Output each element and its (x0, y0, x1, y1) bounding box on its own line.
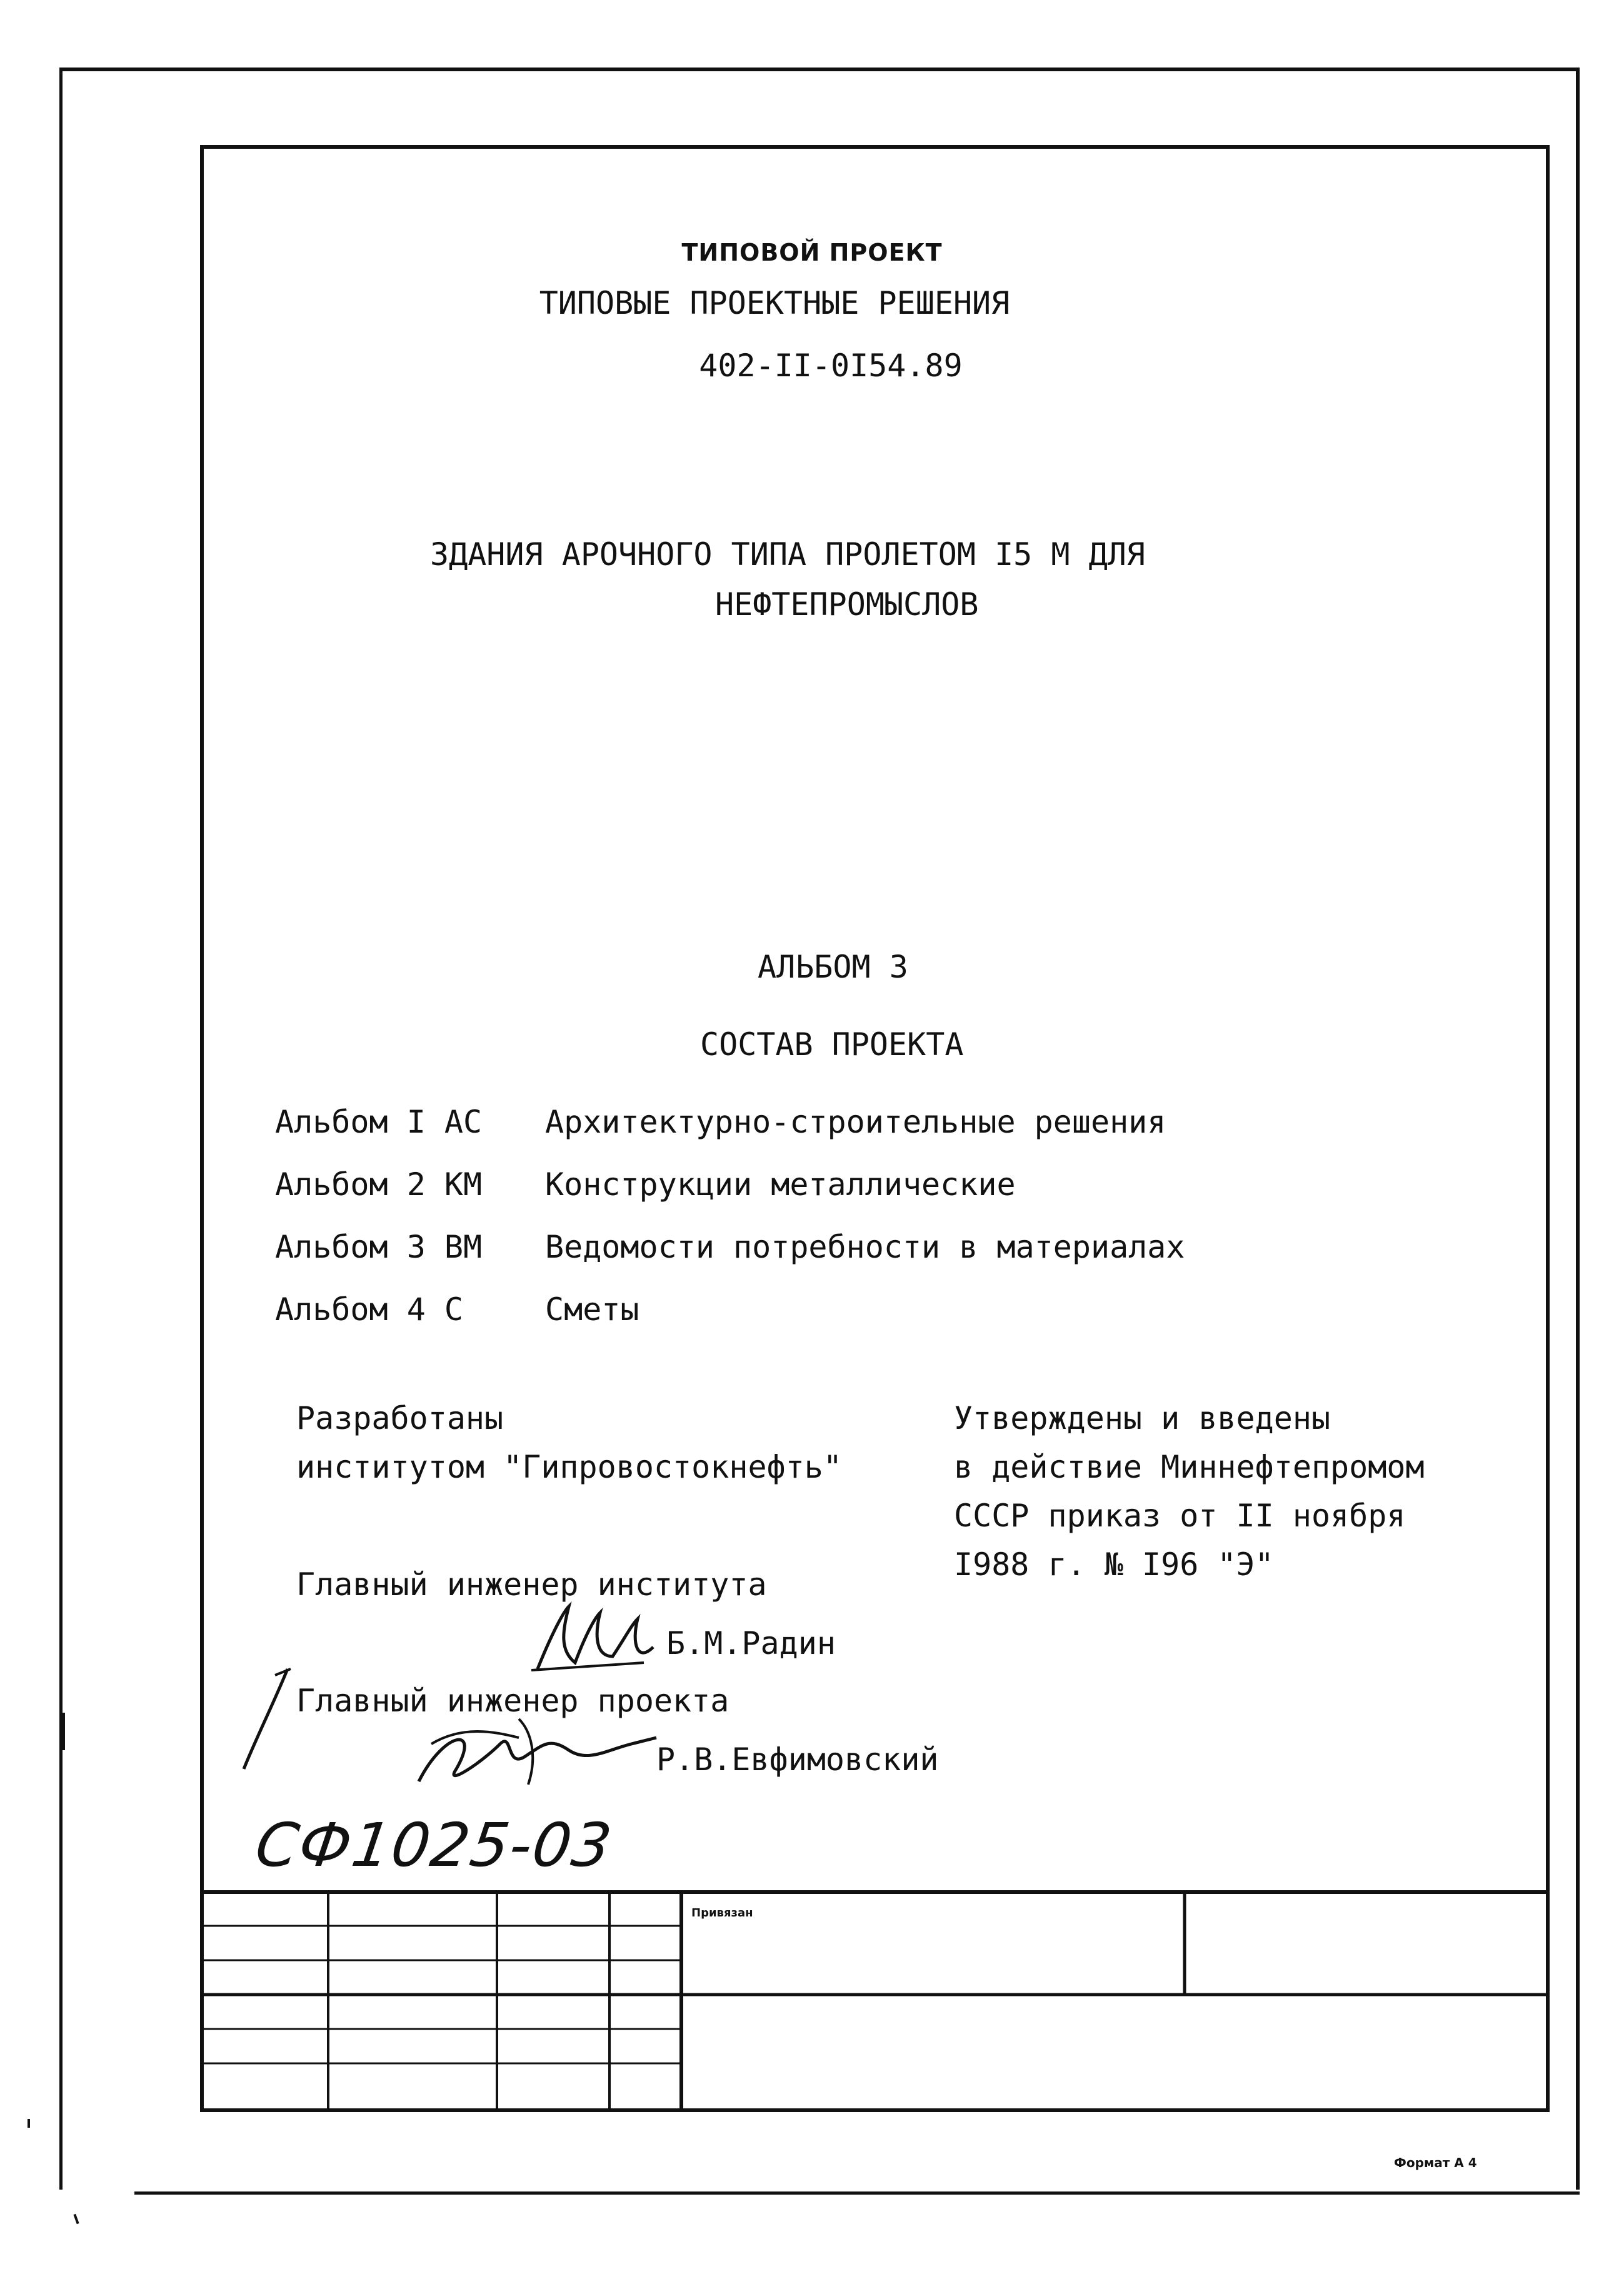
album-name: Сметы (545, 1291, 639, 1328)
chief-engineer-project-name: Р.В.Евфимовский (656, 1741, 939, 1778)
linked-label: Привязан (691, 1906, 753, 1920)
signature-evfimovsky (406, 1706, 669, 1794)
album-name: Конструкции металлические (545, 1166, 1016, 1203)
outer-frame-bottom (134, 2191, 1580, 2195)
mark-slash (231, 1663, 300, 1775)
approved-line4: I988 г. № I96 "Э" (954, 1546, 1274, 1583)
chief-engineer-institute-label: Главный инженер института (296, 1566, 767, 1603)
album-code: Альбом I АС (275, 1104, 483, 1140)
album-name: Ведомости потребности в материалах (545, 1229, 1185, 1265)
chief-engineer-project-label: Главный инженер проекта (296, 1683, 729, 1719)
album-name: Архитектурно-строительные решения (545, 1104, 1166, 1140)
document-title-line1: ЗДАНИЯ АРОЧНОГО ТИПА ПРОЛЕТОМ I5 М ДЛЯ (430, 536, 1145, 573)
composition-heading: СОСТАВ ПРОЕКТА (700, 1026, 964, 1063)
album-code: Альбом 4 С (275, 1291, 464, 1328)
album-code: Альбом 2 КМ (275, 1166, 483, 1203)
document-title-line2: НЕФТЕПРОМЫСЛОВ (715, 586, 979, 623)
solutions-title: ТИПОВЫЕ ПРОЕКТНЫЕ РЕШЕНИЯ (539, 285, 1010, 321)
handwritten-code: СФ1025-03 (251, 1810, 617, 1880)
title-block-grid (200, 1890, 1550, 2112)
chief-engineer-institute-name: Б.М.Радин (666, 1625, 836, 1661)
margin-mark (28, 2119, 30, 2128)
approved-line1: Утверждены и введены (954, 1400, 1331, 1436)
signature-radin (525, 1600, 663, 1681)
developed-line2: институтом "Гипровостокнефть" (296, 1449, 842, 1485)
format-label: Формат А 4 (1394, 2155, 1477, 2170)
project-type: ТИПОВОЙ ПРОЕКТ (681, 239, 943, 266)
approved-line3: СССР приказ от II ноября (954, 1498, 1406, 1534)
album-label: АЛЬБОМ 3 (758, 949, 908, 985)
margin-mark (63, 1713, 65, 1750)
margin-mark (73, 2214, 79, 2224)
developed-line1: Разработаны (296, 1400, 504, 1436)
approved-line2: в действие Миннефтепромом (954, 1449, 1425, 1485)
project-code: 402-II-0I54.89 (699, 348, 963, 384)
album-code: Альбом 3 ВМ (275, 1229, 483, 1265)
